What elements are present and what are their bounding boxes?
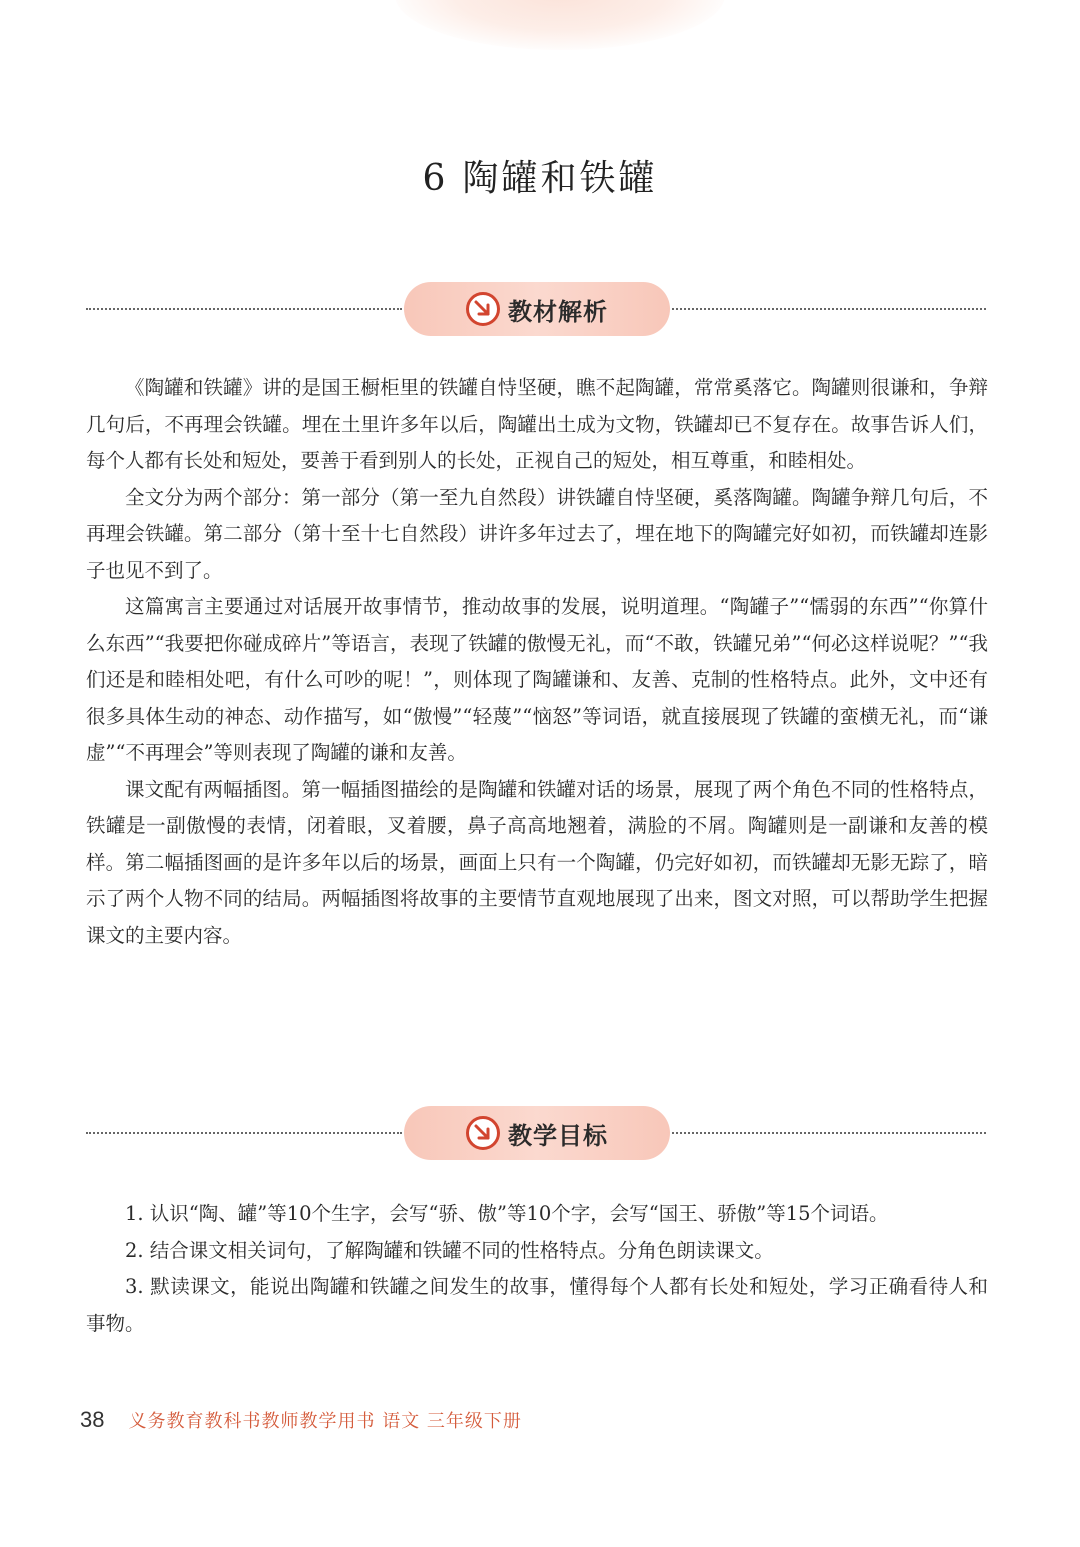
divider-left (86, 1132, 402, 1134)
page-footer (80, 1400, 522, 1440)
section-header-analysis (86, 282, 986, 338)
section-label: 教材解析 (508, 297, 608, 326)
analysis-body (86, 370, 988, 954)
divider-right (672, 308, 986, 310)
divider-left (86, 308, 402, 310)
arrow-circle-icon (466, 292, 500, 326)
decorative-blob (395, 0, 725, 50)
section-pill (404, 282, 670, 336)
divider-right (672, 1132, 986, 1134)
paragraph: 课文配有两幅插图。第一幅插图描绘的是陶罐和铁罐对话的场景，展现了两个角色不同的性格特点，铁罐是一副傲慢的表情，闭着眼，叉着腰，鼻子高高地翘着，满脸的不屑。陶罐则是一副谦和友善的模样。第二幅插图画的是许多年以后的场景，画面上只有一个陶罐，仍完好如初，而铁罐却无影无踪了，暗示了两个人物不同的结局。两幅插图将故事的主要情节直观地展现了出来，图文对照，可以帮助学生把握课文的主要内容。 (86, 777, 988, 947)
goal-item: 3. 默读课文，能说出陶罐和铁罐之间发生的故事，懂得每个人都有长处和短处，学习正确看待人和事物。 (86, 1275, 988, 1335)
arrow-circle-icon (466, 1116, 500, 1150)
section-header-goals (86, 1106, 986, 1162)
paragraph: 全文分为两个部分：第一部分（第一至九自然段）讲铁罐自恃坚硬，奚落陶罐。陶罐争辩几句后，不再理会铁罐。第二部分（第十至十七自然段）讲许多年过去了，埋在地下的陶罐完好如初，而铁罐却连影子也见不到了。 (86, 485, 988, 582)
page-title (0, 150, 1080, 201)
paragraph: 这篇寓言主要通过对话展开故事情节，推动故事的发展，说明道理。“陶罐子”“懦弱的东西”“你算什么东西”“我要把你碰成碎片”等语言，表现了铁罐的傲慢无礼，而“不敢，铁罐兄弟”“何必这样说呢？”“我们还是和睦相处吧，有什么可吵的呢！”，则体现了陶罐谦和、友善、克制的性格特点。此外，文中还有很多具体生动的神态、动作描写，如“傲慢”“轻蔑”“恼怒”等词语，就直接展现了铁罐的蛮横无礼，而“谦虚”“不再理会”等则表现了陶罐的谦和友善。 (86, 595, 988, 764)
book-title: 义务教育教科书教师教学用书 语文 三年级下册 (128, 1411, 522, 1432)
lesson-number: 6 (422, 158, 449, 200)
page-number: 38 (80, 1407, 105, 1432)
paragraph: 《陶罐和铁罐》讲的是国王橱柜里的铁罐自恃坚硬，瞧不起陶罐，常常奚落它。陶罐则很谦和，争辩几句后，不再理会铁罐。埋在土里许多年以后，陶罐出土成为文物，铁罐却已不复存在。故事告诉人们，每个人都有长处和短处，要善于看到别人的长处，正视自己的短处，相互尊重，和睦相处。 (86, 376, 988, 472)
goal-item: 1. 认识“陶、罐”等10个生字，会写“骄、傲”等10个字，会写“国王、骄傲”等15个词语。 (125, 1202, 889, 1225)
goal-item: 2. 结合课文相关词句，了解陶罐和铁罐不同的性格特点。分角色朗读课文。 (125, 1238, 774, 1262)
section-label: 教学目标 (508, 1121, 608, 1150)
section-pill (404, 1106, 670, 1160)
goals-list (86, 1196, 988, 1342)
lesson-title: 陶罐和铁罐 (462, 158, 658, 200)
